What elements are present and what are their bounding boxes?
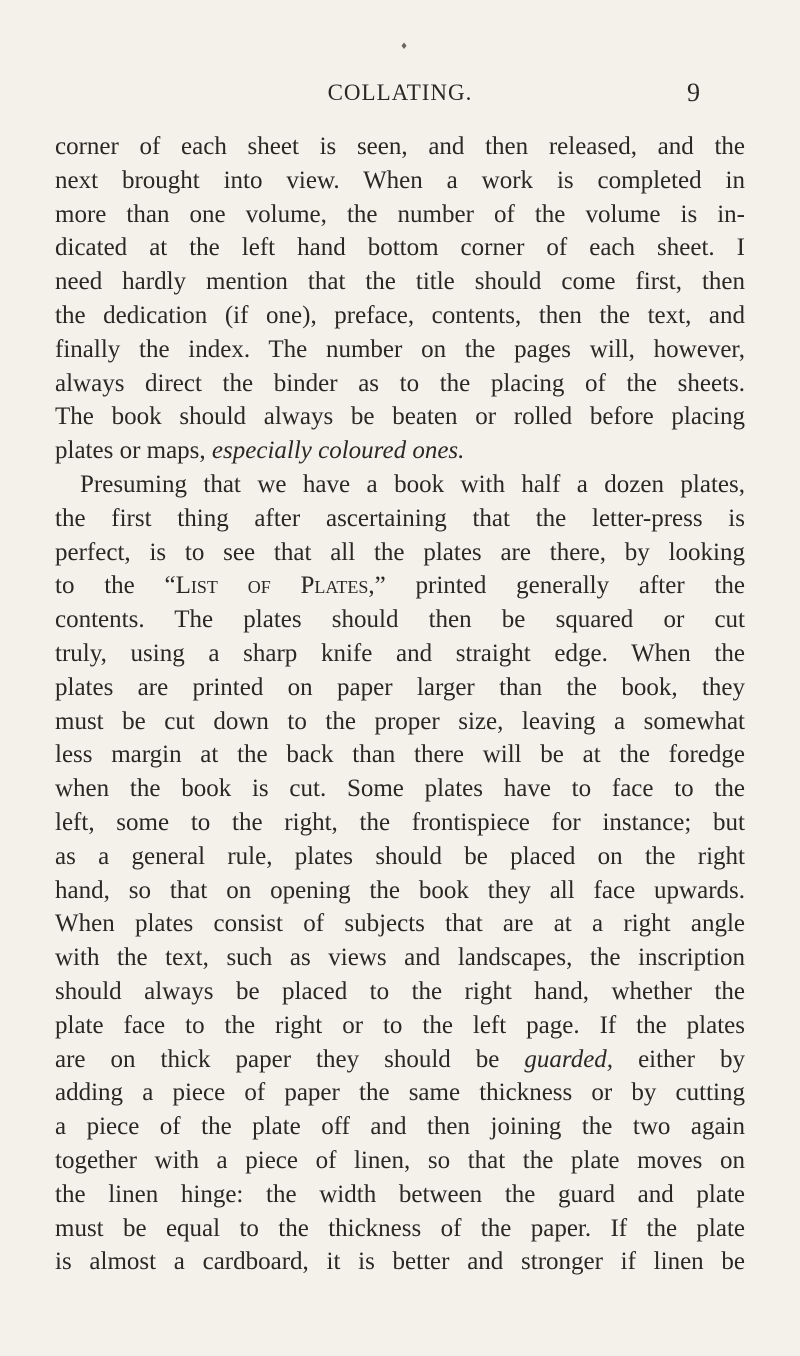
text-line: The book should always be beaten or rolled before placing: [55, 403, 745, 431]
body-text: [55, 130, 745, 1279]
text-line: always direct the binder as to the placing of the sheets.: [55, 369, 745, 397]
running-title: COLLATING.: [327, 80, 473, 105]
text-line: is almost a cardboard, it is better and stronger if linen be: [55, 1248, 745, 1276]
text-line: [55, 569, 745, 603]
text-line: the dedication (if one), preface, contents, then the text, and: [55, 301, 745, 329]
small-caps-title: List of Plates,: [175, 572, 375, 600]
text-line: perfect, is to see that all the plates are there, by looking: [55, 538, 745, 566]
text-segment: plates or maps,: [55, 437, 212, 465]
text-line: finally the index. The number on the pages will, however,: [55, 335, 745, 363]
text-line: the linen hinge: the width between the guard and plate: [55, 1180, 745, 1208]
text-line: with the text, such as views and landscapes, the inscription: [55, 944, 745, 972]
text-segment: to the “: [55, 572, 176, 600]
text-line: [55, 434, 745, 468]
text-line: When plates consist of subjects that are at a right angle: [55, 910, 745, 938]
text-line: a piece of the plate off and then joining the two again: [55, 1113, 745, 1141]
text-segment: either by: [613, 1045, 745, 1073]
text-line: left, some to the right, the frontispiece for instance; but: [55, 808, 745, 836]
text-line: truly, using a sharp knife and straight edge. When the: [55, 639, 745, 667]
text-line: corner of each sheet is seen, and then released, and the: [55, 133, 745, 160]
text-line: together with a piece of linen, so that the plate moves on: [55, 1146, 745, 1174]
text-segment: are on thick paper they should be: [55, 1045, 525, 1073]
text-line: plate face to the right or to the left page. If the plates: [55, 1011, 745, 1039]
text-line: Presuming that we have a book with half a dozen plates,: [80, 470, 745, 498]
text-line: hand, so that on opening the book they all face upwards.: [55, 876, 745, 904]
text-line: must be cut down to the proper size, leaving a somewhat: [55, 707, 745, 735]
italic-emphasis: especially coloured ones.: [211, 437, 465, 465]
text-line: more than one volume, the number of the volume is in-: [55, 200, 745, 228]
text-line: [55, 1043, 745, 1077]
text-line: the first thing after ascertaining that the letter-press is: [55, 504, 745, 532]
text-line: dicated at the left hand bottom corner of each sheet. I: [55, 234, 745, 262]
text-line: when the book is cut. Some plates have to face to the: [55, 775, 745, 803]
text-line: less margin at the back than there will be at the foredge: [55, 741, 745, 769]
text-line: should always be placed to the right hand, whether the: [55, 977, 745, 1005]
page-number: 9: [687, 78, 700, 107]
text-line: adding a piece of paper the same thickness or by cutting: [55, 1079, 745, 1107]
italic-emphasis: guarded,: [524, 1045, 614, 1073]
text-segment: ” printed generally after the: [374, 572, 745, 600]
text-line: contents. The plates should then be squared or cut: [55, 606, 745, 634]
text-line: must be equal to the thickness of the paper. If the plate: [55, 1214, 745, 1242]
text-line: plates are printed on paper larger than the book, they: [55, 673, 745, 701]
running-head: [0, 80, 800, 110]
text-line: need hardly mention that the title should come first, then: [55, 268, 745, 296]
text-line: next brought into view. When a work is completed in: [55, 166, 745, 194]
text-line: as a general rule, plates should be placed on the right: [55, 842, 745, 870]
ornament-mark: ♦: [400, 42, 409, 52]
